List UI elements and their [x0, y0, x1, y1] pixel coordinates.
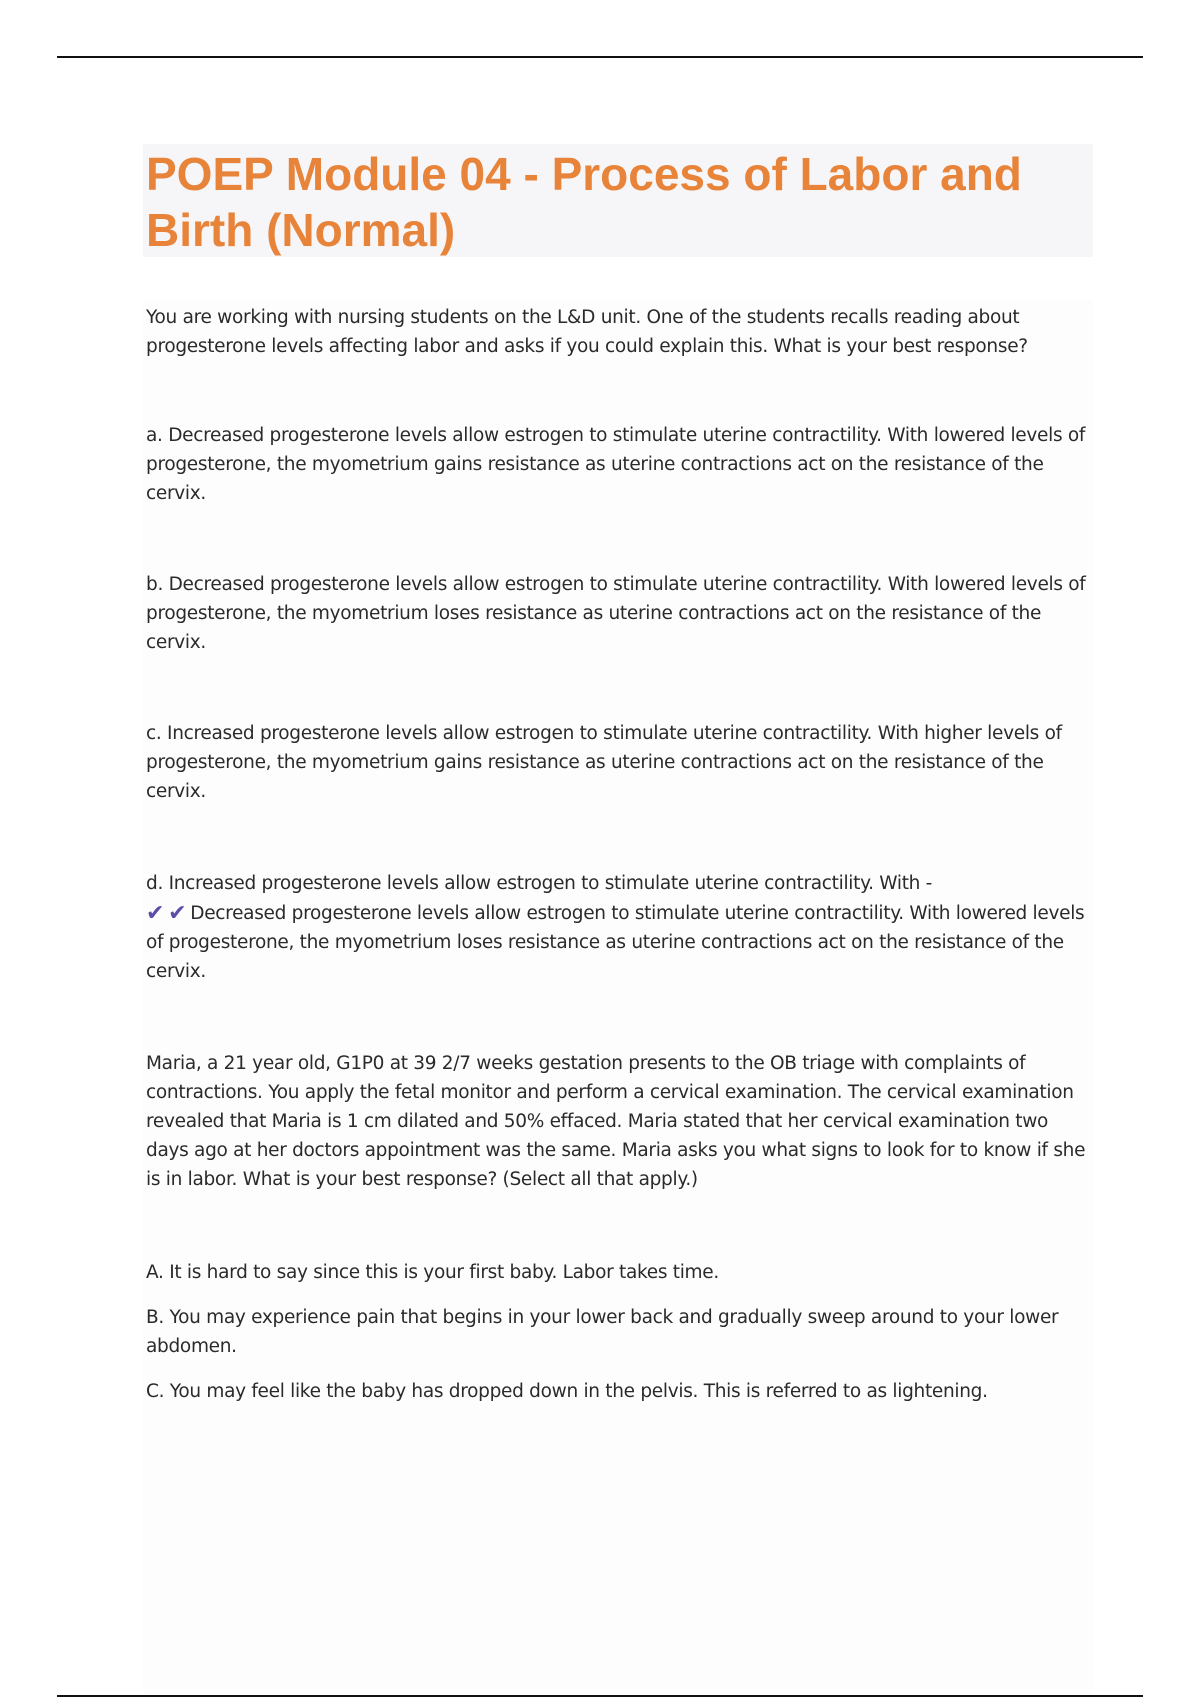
question-1-stem: You are working with nursing students on the L&D unit. One of the students recalls reading about progesterone levels affecting labor and asks if you could explain this. What is your best response? [146, 307, 1028, 357]
question-1-option-c: c. Increased progesterone levels allow estrogen to stimulate uterine contractility. With higher levels of progesterone, the myometrium gains resistance as uterine contractions act on the resistance of the cervix. [146, 723, 1062, 802]
content-panel [143, 300, 1093, 1695]
answer-checkmarks [146, 903, 190, 924]
top-rule [57, 56, 1143, 58]
question-2-option-c: C. You may feel like the baby has dropped down in the pelvis. This is referred to as lightening. [146, 1381, 988, 1402]
question-1-option-b: b. Decreased progesterone levels allow estrogen to stimulate uterine contractility. With lowered levels of progesterone, the myometrium loses resistance as uterine contractions act on the resistance of the cervix. [146, 574, 1086, 653]
page-title: POEP Module 04 - Process of Labor and Birth (Normal) [146, 148, 1022, 256]
question-1-option-a: a. Decreased progesterone levels allow estrogen to stimulate uterine contractility. With lowered levels of progesterone, the myometrium gains resistance as uterine contractions act on the resistance of the cervix. [146, 425, 1086, 504]
bottom-rule [57, 1695, 1143, 1697]
question-2-stem: Maria, a 21 year old, G1P0 at 39 2/7 weeks gestation presents to the OB triage with complaints of contractions. You apply the fetal monitor and perform a cervical examination. The cervical examination revealed that Maria is 1 cm dilated and 50% effaced. Maria stated that her cervical examination two days ago at her doctors appointment was the same. Maria asks you what signs to look for to know if she is in labor. What is your best response? (Select all that apply.) [146, 1053, 1086, 1190]
question-2-option-a: A. It is hard to say since this is your first baby. Labor takes time. [146, 1262, 719, 1283]
checkmark-icon: ✔ [146, 901, 165, 926]
question-2-option-b: B. You may experience pain that begins in your lower back and gradually sweep around to your lower abdomen. [146, 1307, 1059, 1357]
answer-text: Decreased progesterone levels allow estrogen to stimulate uterine contractility. With lowered levels of progesterone, the myometrium loses resistance as uterine contractions act on the resistance of the cervix. [146, 903, 1085, 982]
checkmark-icon: ✔ [168, 901, 187, 926]
question-1-option-d: d. Increased progesterone levels allow estrogen to stimulate uterine contractility. With - [146, 873, 933, 894]
question-1-answer [146, 899, 1096, 986]
